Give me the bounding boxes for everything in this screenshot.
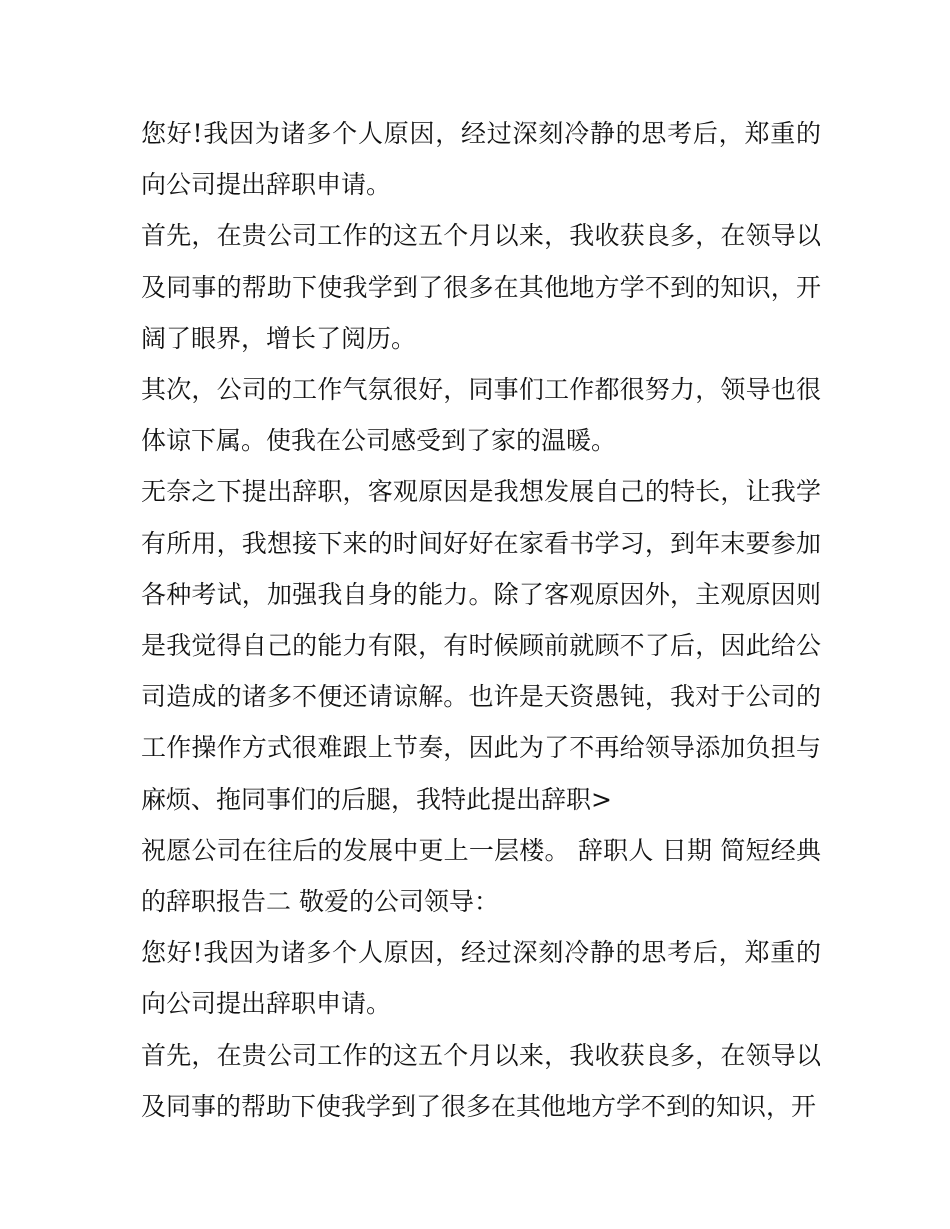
paragraph-second: 其次，公司的工作气氛很好，同事们工作都很努力，领导也很体谅下属。使我在公司感受到了家的温暖。 [141, 375, 821, 456]
paragraph-reason: 无奈之下提出辞职，客观原因是我想发展自己的特长，让我学有所用，我想接下来的时间好好在家看书学习，到年末要参加各种考试，加强我自身的能力。除了客观原因外，主观原因则是我觉得自己的能力有限，有时候顾前就顾不了后，因此给公司造成的诸多不便还请谅解。也许是天资愚钝，我对于公司的工作操作方式很难跟上节奏，因此为了不再给领导添加负担与麻烦、拖同事们的后腿，我特此提出辞职> [141, 477, 821, 814]
paragraph-greeting-repeat: 您好!我因为诸多个人原因，经过深刻冷静的思考后，郑重的向公司提出辞职申请。 [141, 938, 821, 1019]
paragraph-greeting: 您好!我因为诸多个人原因，经过深刻冷静的思考后，郑重的向公司提出辞职申请。 [141, 119, 821, 200]
document-body [141, 108, 821, 1132]
paragraph-closing: 祝愿公司在往后的发展中更上一层楼。 辞职人 日期 简短经典的辞职报告二 敬爱的公司领导： [141, 835, 821, 917]
paragraph-first: 首先，在贵公司工作的这五个月以来，我收获良多，在领导以及同事的帮助下使我学到了很多在其他地方学不到的知识，开阔了眼界，增长了阅历。 [141, 221, 821, 353]
paragraph-first-repeat: 首先，在贵公司工作的这五个月以来，我收获良多，在领导以及同事的帮助下使我学到了很多在其他地方学不到的知识，开 [141, 1040, 821, 1121]
